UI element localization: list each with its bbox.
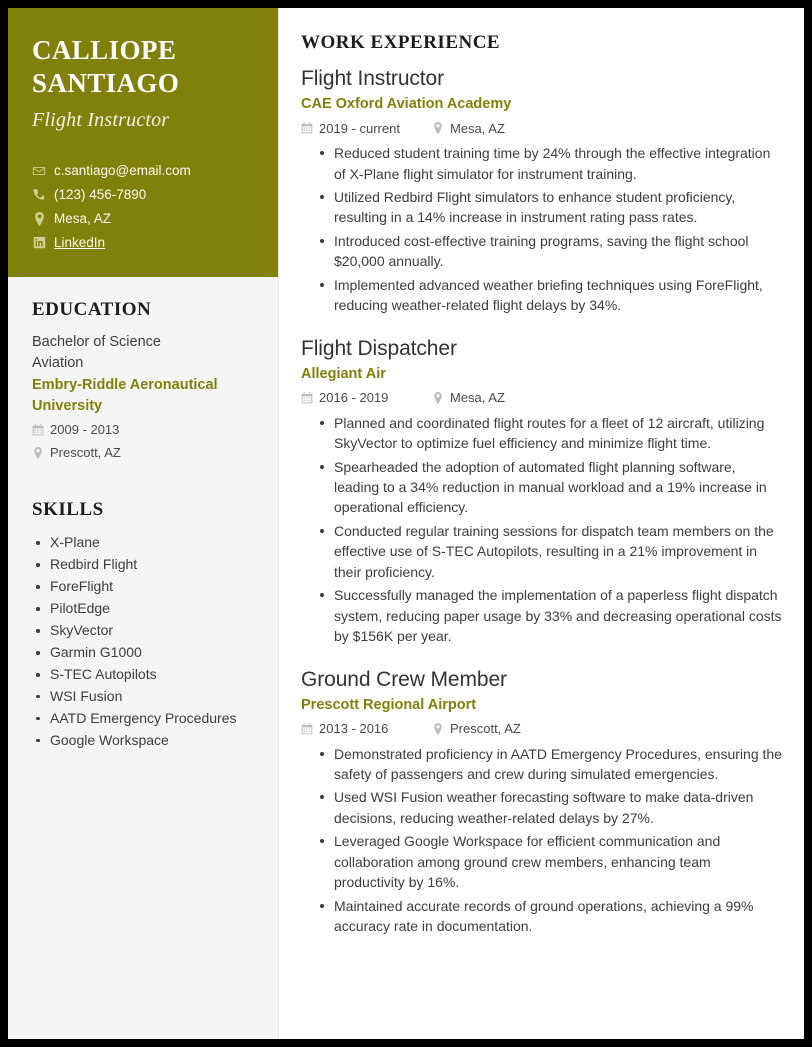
contact-list	[32, 159, 254, 255]
contact-email	[32, 159, 254, 183]
candidate-name-line-2: SANTIAGO	[32, 67, 180, 98]
job-meta	[301, 388, 782, 408]
skills-list	[32, 532, 254, 752]
main-column	[279, 8, 804, 1039]
job-title: Flight Dispatcher	[301, 336, 457, 360]
job-bullet: Used WSI Fusion weather forecasting software to make data-driven decisions, reducing weather-related delays by 27%.	[301, 787, 782, 828]
job-entry	[301, 667, 782, 937]
job-entry	[301, 336, 782, 647]
job-bullet: Reduced student training time by 24% through the effective integration of X-Plane flight simulator for instrument training.	[301, 143, 782, 184]
job-dates	[301, 119, 432, 138]
job-title: Ground Crew Member	[301, 667, 507, 691]
job-bullets	[301, 744, 782, 937]
skill-item: Google Workspace	[32, 730, 254, 752]
job-location-label: Prescott, AZ	[450, 721, 521, 737]
job-bullet: Implemented advanced weather briefing techniques using ForeFlight, reducing weather-related flight delays by 34%.	[301, 275, 782, 316]
sidebar-header	[8, 8, 278, 277]
education-section	[32, 299, 254, 462]
location-pin-icon	[432, 723, 444, 735]
job-entry	[301, 66, 782, 316]
candidate-headline: Flight Instructor	[32, 108, 170, 131]
job-dates-label: 2013 - 2016	[319, 721, 389, 737]
job-location	[432, 719, 521, 738]
education-location-label: Prescott, AZ	[50, 445, 121, 461]
skills-section	[32, 499, 254, 752]
job-location-label: Mesa, AZ	[450, 120, 505, 136]
job-company: Allegiant Air	[301, 365, 386, 382]
job-bullet: Spearheaded the adoption of automated flight planning software, leading to a 34% reduction in manual workload and a 19% increase in operational efficiency.	[301, 457, 782, 518]
education-dates	[32, 420, 254, 439]
education-dates-label: 2009 - 2013	[50, 422, 120, 438]
job-bullet: Utilized Redbird Flight simulators to enhance student proficiency, resulting in a 14% increase in instrument rating pass rates.	[301, 187, 782, 228]
skill-item: PilotEdge	[32, 598, 254, 620]
skill-item: SkyVector	[32, 620, 254, 642]
linkedin-icon	[32, 236, 46, 249]
education-location	[32, 443, 254, 462]
job-location	[432, 388, 505, 407]
skill-item: S-TEC Autopilots	[32, 664, 254, 686]
skills-heading: SKILLS	[32, 499, 104, 521]
job-location-label: Mesa, AZ	[450, 390, 505, 406]
envelope-icon	[32, 164, 46, 178]
location-pin-icon	[32, 212, 46, 226]
location-pin-icon	[32, 447, 44, 459]
skill-item: WSI Fusion	[32, 686, 254, 708]
job-company: Prescott Regional Airport	[301, 696, 477, 713]
job-bullet: Introduced cost-effective training programs, saving the flight school $20,000 annually.	[301, 231, 782, 272]
education-school: Embry-Riddle Aeronautical University	[32, 377, 218, 414]
education-field: Aviation	[32, 355, 84, 372]
job-bullet: Successfully managed the implementation of a paperless flight dispatch system, reducing paper usage by 33% and decreasing operational costs by $156K per year.	[301, 585, 782, 646]
contact-linkedin[interactable]	[32, 231, 254, 255]
job-dates	[301, 719, 432, 738]
location-pin-icon	[432, 392, 444, 404]
calendar-icon	[301, 392, 313, 404]
sidebar-body	[8, 277, 278, 752]
education-heading: EDUCATION	[32, 299, 152, 320]
job-company: CAE Oxford Aviation Academy	[301, 96, 512, 113]
job-location	[432, 119, 505, 138]
calendar-icon	[301, 723, 313, 735]
job-bullets	[301, 143, 782, 316]
contact-phone	[32, 183, 254, 207]
contact-linkedin-link[interactable]: LinkedIn	[54, 235, 106, 251]
sidebar	[8, 8, 279, 1039]
calendar-icon	[301, 122, 313, 134]
skill-item: Garmin G1000	[32, 642, 254, 664]
contact-email-label: c.santiago@email.com	[54, 163, 191, 179]
education-degree: Bachelor of Science	[32, 334, 161, 350]
location-pin-icon	[432, 122, 444, 134]
skill-item: Redbird Flight	[32, 554, 254, 576]
contact-phone-label: (123) 456-7890	[54, 187, 147, 203]
candidate-name-line-1: CALLIOPE	[32, 35, 177, 65]
job-dates-label: 2016 - 2019	[319, 390, 389, 406]
resume-page	[8, 8, 804, 1039]
job-bullet: Leveraged Google Workspace for efficient communication and collaboration among ground crew members, enhancing team productivity by 16%.	[301, 831, 782, 892]
job-bullets	[301, 413, 782, 647]
job-title: Flight Instructor	[301, 67, 445, 90]
work-experience-heading: WORK EXPERIENCE	[301, 32, 501, 53]
skill-item: AATD Emergency Procedures	[32, 708, 254, 730]
calendar-icon	[32, 424, 44, 436]
job-meta	[301, 118, 782, 138]
skill-item: X-Plane	[32, 532, 254, 554]
phone-icon	[32, 188, 46, 202]
job-meta	[301, 719, 782, 739]
contact-location-label: Mesa, AZ	[54, 211, 112, 227]
job-bullet: Demonstrated proficiency in AATD Emergency Procedures, ensuring the safety of passengers and crew during simulated emergencies.	[301, 744, 782, 785]
skill-item: ForeFlight	[32, 576, 254, 598]
job-dates	[301, 388, 432, 407]
job-bullet: Planned and coordinated flight routes for a fleet of 12 aircraft, utilizing SkyVector to optimize fuel efficiency and minimize flight time.	[301, 413, 782, 454]
job-bullet: Maintained accurate records of ground operations, achieving a 99% accuracy rate in documentation.	[301, 896, 782, 937]
job-dates-label: 2019 - current	[319, 120, 400, 136]
job-bullet: Conducted regular training sessions for dispatch team members on the effective use of S-TEC Autopilots, resulting in a 21% improvement in their proficiency.	[301, 521, 782, 582]
contact-location	[32, 207, 254, 231]
